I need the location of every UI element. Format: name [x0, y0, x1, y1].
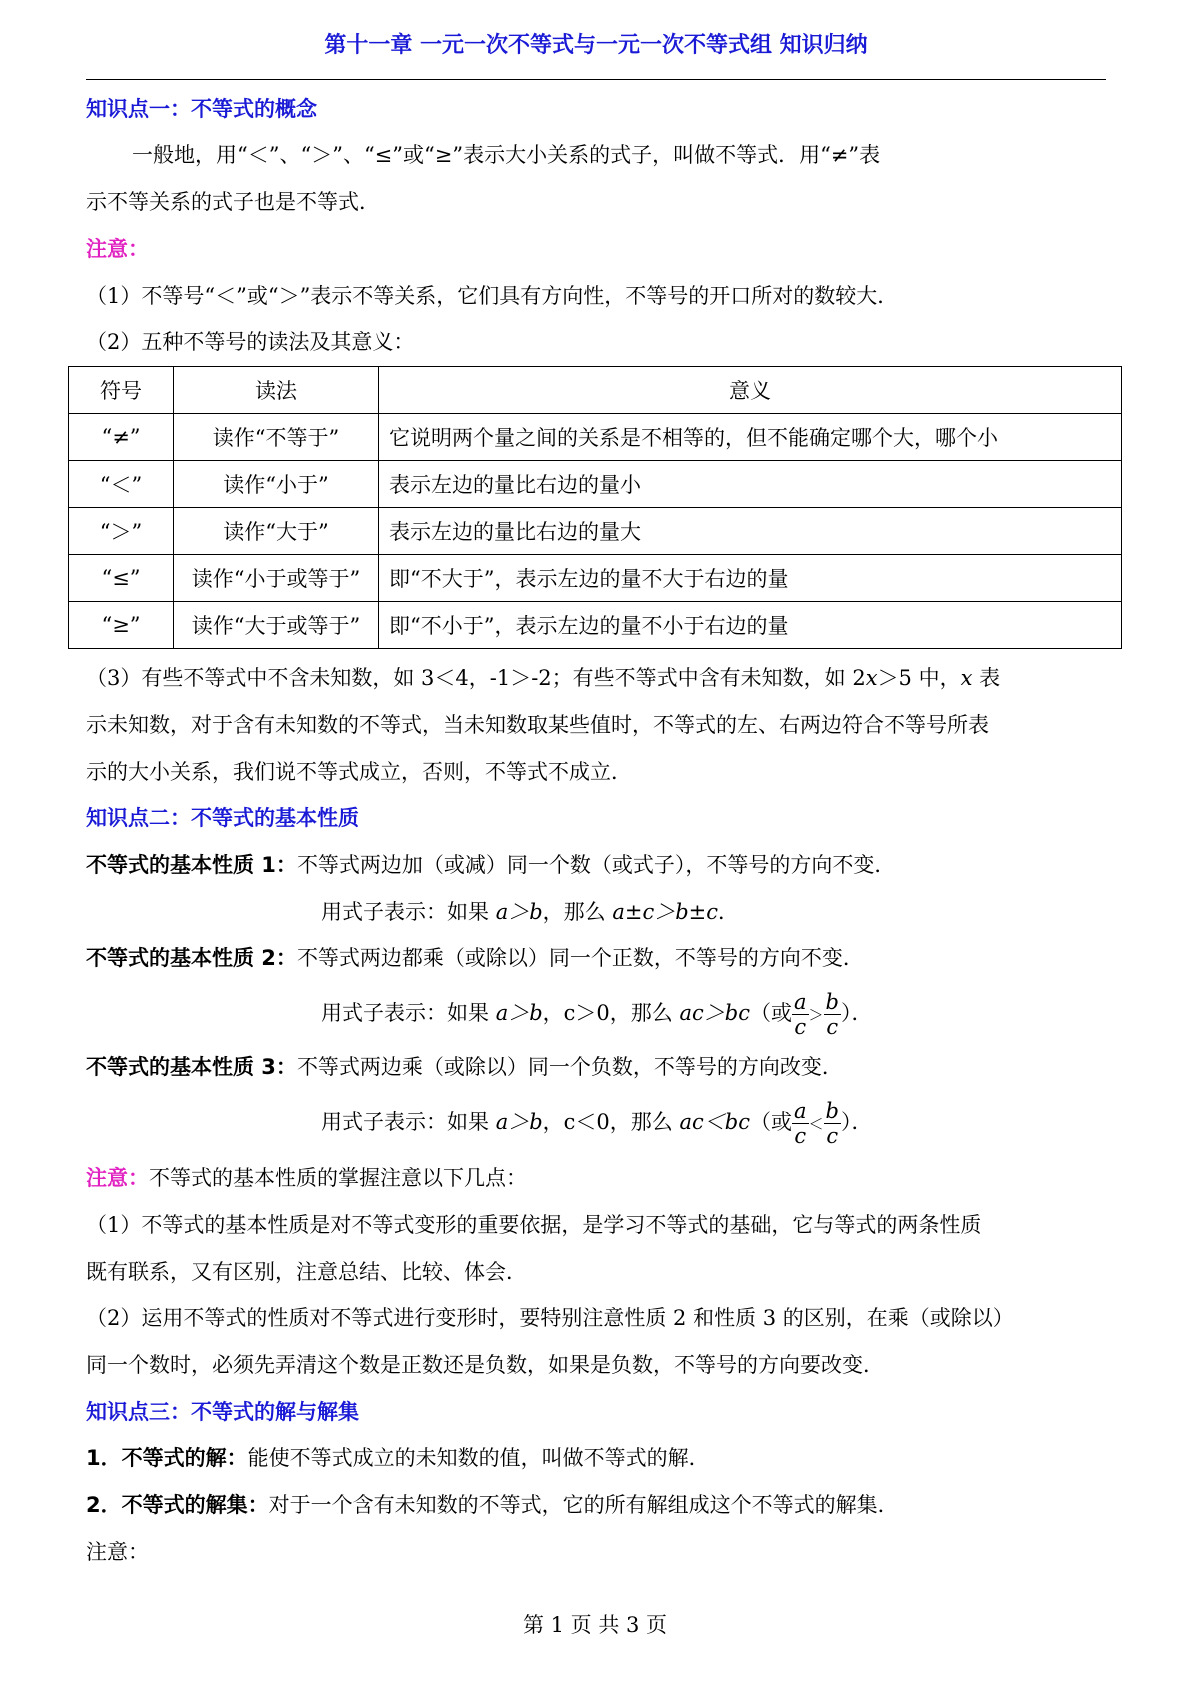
page-title: 第十一章 一元一次不等式与一元一次不等式组 知识归纳 — [324, 33, 868, 58]
note-2-item-1-line-2: 既有联系，又有区别，注意总结、比较、体会． — [86, 1260, 527, 1284]
note-label-2: 注意： — [86, 1166, 149, 1190]
property-1-text: 不等式两边加（或减）同一个数（或式子），不等号的方向不变． — [296, 853, 896, 877]
definition-solution — [86, 1443, 710, 1473]
property-2 — [86, 943, 864, 973]
definition-solution-set-text: 对于一个含有未知数的不等式，它的所有解组成这个不等式的解集． — [268, 1493, 899, 1517]
definition-solution-label: 1．不等式的解： — [86, 1446, 248, 1470]
section-heading-1: 知识点一：不等式的概念 — [86, 97, 317, 121]
table-header: 符号 — [69, 367, 174, 414]
definition-solution-set-label: 2．不等式的解集： — [86, 1493, 269, 1517]
note-item-3-line-1: （3）有些不等式中不含未知数，如 3＜4，-1＞-2；有些不等式中含有未知数，如 2x＞5 中，x 表 — [86, 666, 1001, 690]
section-heading-2: 知识点二：不等式的基本性质 — [86, 806, 359, 830]
note-2 — [86, 1163, 527, 1193]
definition-solution-text: 能使不等式成立的未知数的值，叫做不等式的解． — [247, 1446, 710, 1470]
table-row — [69, 508, 1122, 555]
note-2-item-2-line-1: （2）运用不等式的性质对不等式进行变形时，要特别注意性质 2 和性质 3 的区别，在乘（或除以） — [86, 1306, 1014, 1330]
note-item-3-line-3: 示的大小关系，我们说不等式成立，否则，不等式不成立． — [86, 760, 632, 784]
table-row — [69, 555, 1122, 602]
title-divider — [86, 79, 1106, 80]
table-cell: 表示左边的量比右边的量小 — [379, 461, 1122, 508]
inequality-sign-table — [68, 366, 1122, 649]
property-2-text: 不等式两边都乘（或除以）同一个正数，不等号的方向不变． — [296, 946, 864, 970]
property-3-label: 不等式的基本性质 3： — [86, 1055, 297, 1079]
fraction-b-over-c: $\frac{b}{c}$ — [825, 1099, 839, 1148]
table-cell: 即“不大于”，表示左边的量不大于右边的量 — [379, 555, 1122, 602]
table-cell: “≤” — [69, 555, 174, 602]
table-cell: 表示左边的量比右边的量大 — [379, 508, 1122, 555]
fraction-a-over-c: $\frac{a}{c}$ — [793, 990, 807, 1039]
note-item-3-line-2: 示未知数，对于含有未知数的不等式，当未知数取某些值时，不等式的左、右两边符合不等号所表 — [86, 713, 989, 737]
table-cell: “≠” — [69, 414, 174, 461]
table-cell: “＞” — [69, 508, 174, 555]
fraction-a-over-c: $\frac{a}{c}$ — [793, 1099, 807, 1148]
table-header: 意义 — [379, 367, 1122, 414]
table-cell: 读作“大于” — [174, 508, 379, 555]
property-3 — [86, 1052, 843, 1082]
table-cell: 它说明两个量之间的关系是不相等的，但不能确定哪个大，哪个小 — [379, 414, 1122, 461]
table-cell: 读作“小于” — [174, 461, 379, 508]
section-heading-3: 知识点三：不等式的解与解集 — [86, 1400, 359, 1424]
table-row — [69, 461, 1122, 508]
note-2-text: 不等式的基本性质的掌握注意以下几点： — [149, 1166, 527, 1190]
property-2-label: 不等式的基本性质 2： — [86, 946, 297, 970]
page-number: 第 1 页 共 3 页 — [522, 1613, 668, 1637]
fraction-b-over-c: $\frac{b}{c}$ — [825, 990, 839, 1039]
property-3-text: 不等式两边乘（或除以）同一个负数，不等号的方向改变． — [296, 1055, 843, 1079]
table-cell: 即“不小于”，表示左边的量不小于右边的量 — [379, 602, 1122, 649]
note-2-item-2-line-2: 同一个数时，必须先弄清这个数是正数还是负数，如果是负数，不等号的方向要改变． — [86, 1353, 884, 1377]
note-label-1: 注意： — [86, 237, 149, 261]
property-1-formula: 用式子表示：如果 a＞b，那么 a±c＞b±c． — [321, 900, 740, 924]
property-1 — [86, 850, 895, 880]
note-2-item-1-line-1: （1）不等式的基本性质是对不等式变形的重要依据，是学习不等式的基础，它与等式的两条性质 — [86, 1213, 982, 1237]
note-label-3: 注意： — [86, 1540, 149, 1564]
table-cell: 读作“小于或等于” — [174, 555, 379, 602]
table-row — [69, 414, 1122, 461]
table-header-row — [69, 367, 1122, 414]
definition-line-2: 示不等关系的式子也是不等式． — [86, 190, 380, 214]
definition-solution-set — [86, 1490, 899, 1520]
property-2-formula: 用式子表示：如果 a＞b，c＞0，那么 ac＞bc（或 $\frac{a}{c}$ ＞ $\frac{b}{c}$ ）． — [321, 990, 873, 1039]
table-cell: “＜” — [69, 461, 174, 508]
property-1-label: 不等式的基本性质 1： — [86, 853, 297, 877]
table-cell: 读作“大于或等于” — [174, 602, 379, 649]
table-cell: “≥” — [69, 602, 174, 649]
note-item-2: （2）五种不等号的读法及其意义： — [86, 330, 415, 354]
table-header: 读法 — [174, 367, 379, 414]
note-item-1: （1）不等号“＜”或“＞”表示不等关系，它们具有方向性，不等号的开口所对的数较大． — [86, 284, 899, 308]
definition-line-1: 一般地，用“＜”、“＞”、“≤”或“≥”表示大小关系的式子，叫做不等式．用“≠”表 — [132, 143, 881, 167]
table-cell: 读作“不等于” — [174, 414, 379, 461]
property-3-formula: 用式子表示：如果 a＞b，c＜0，那么 ac＜bc（或 $\frac{a}{c}$ ＜ $\frac{b}{c}$ ）． — [321, 1099, 873, 1148]
table-row — [69, 602, 1122, 649]
